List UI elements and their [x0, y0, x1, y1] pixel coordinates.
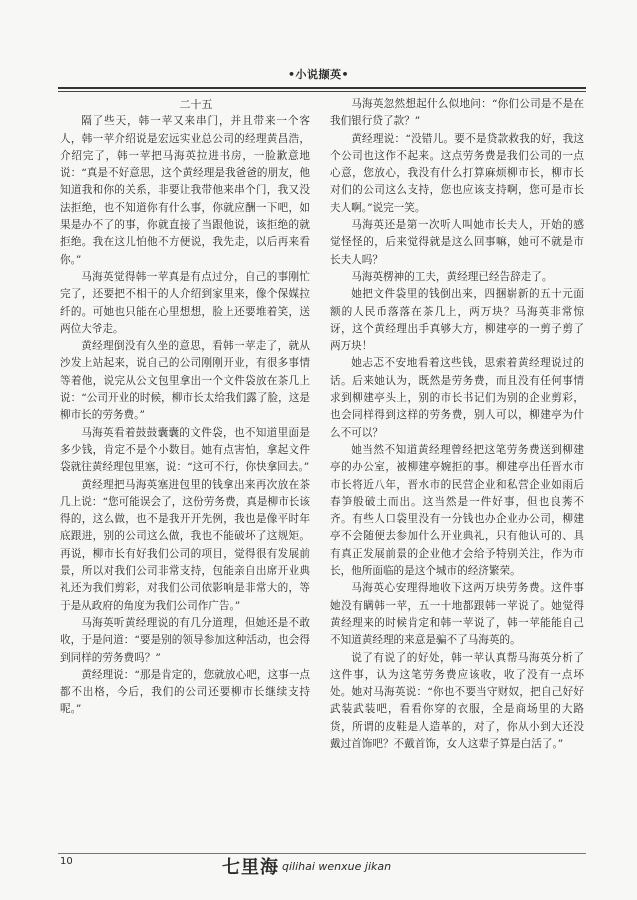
paragraph: 马海英心安理得地收下这两万块劳务费。这件事她没有瞒韩一苹，五一十地都跟韩一苹说了。她觉得黄经理来的时候肯定和韩一苹说了，韩一苹能能自己不知道黄经理的来意是骗不了马海英的。	[330, 582, 584, 647]
paragraph: 她把文件袋里的钱倒出来，四捆崭新的五十元面额的人民币落落在茶几上，两万块？马海英非常惊讶，这个黄经理出手真够大方，柳建亭的一剪子剪了两万块！	[330, 288, 584, 353]
paragraph: 马海英听黄经理说的有几分道理，但她还是不敢收，于是问道：“要是别的领导参加这种活动，也会得到同样的劳务费吗？”	[60, 616, 310, 664]
header-rule-thin	[58, 91, 586, 92]
paragraph: 黄经理把马海英塞进包里的钱拿出来再次放在茶几上说：“您可能误会了，这份劳务费，真是柳市长该得的，这么做，也不是我开开先例，我也是像平时年底跟进，别的公司这么做，我也不能破坏了这规矩。再说，柳市长有好我们公司的项目，觉得很有发展前景，所以对我们公司非常支持，包能亲自出席开业典礼还为我们剪彩，对我们公司依影响是非常大的，等于是从政府的角度为我们公司作广告。”	[60, 478, 310, 612]
paragraph: 黄经理说：“那是肯定的，您就放心吧，这事一点都不出格，今后，我们的公司还要柳市长继续支持呢。”	[60, 668, 310, 716]
footer-rule	[58, 853, 586, 854]
paragraph: 她忐忑不安地看着这些钱，思索着黄经理说过的话。后来她认为，既然是劳务费，而且没有任何事情求到柳建亭头上，别的市长书记们为别的企业剪彩，也会同样得到这样的劳务费，别人可以，柳建亭为什么不可以？	[330, 357, 584, 439]
magazine-brand-logo: 七里海	[222, 857, 279, 878]
paragraph: 马海英楞神的工夫，黄经理已经告辞走了。	[351, 270, 553, 283]
left-column	[60, 96, 310, 719]
page-number: 10	[60, 856, 73, 867]
magazine-section-header: •小说撷英•	[287, 68, 350, 81]
paragraph: 马海英看着鼓鼓囊囊的文件袋，也不知道里面是多少钱，肯定不是个小数目。她有点害怕，拿起文件袋就往黄经理包里塞，说：“这可不行，你快拿回去。”	[60, 426, 310, 474]
header-rule-thick	[58, 87, 586, 89]
magazine-brand-pinyin: qilihai wenxue jikan	[282, 860, 392, 873]
paragraph: 马海英还是第一次听人叫她市长夫人，开始的感觉怪怪的，后来觉得就是这么回事嘛，她可不就是市长夫人吗？	[330, 219, 584, 266]
chapter-number: 二十五	[179, 98, 213, 111]
paragraph: 黄经理说：“没错儿。要不是贷款救我的好，我这个公司也这作不起来。这点劳务费是我们公司的一点心意，您放心，我没有什么打算麻烦柳市长，柳市长对们的公司这么支持，您也应该支持啊，您可是市长夫人啊。”说完一笑。	[330, 132, 584, 214]
paragraph: 说了有说了的好处，韩一苹认真帮马海英分析了这件事，认为这笔劳务费应该收，收了没有一点坏处。她对马海英说：“你也不要当守财奴，把自己好好武装武装吧，看看你穿的衣服，全是商场里的大路货，所谓的皮鞋是人造革的，对了，你从小到大还没戴过首饰吧？不戴首饰，女人这辈子算是白活了。”	[330, 651, 584, 750]
paragraph: 隔了些天，韩一苹又来串门，并且带来一个客人，韩一苹介绍说是宏远实业总公司的经理黄昌浩，介绍完了，韩一苹把马海英拉进书房，一脸歉意地说：“真是不好意思，这个黄经理是我爸爸的朋友，他知道我和你的关系，非要让我带他来串个门，我又没法拒绝，也不知道你有什么事，你就应酬一下吧，如果是办不了的事，你就直接了当跟他说，该拒绝的就拒绝。我在这儿怕他不方便说，我先走，以后再来看你。”	[60, 115, 310, 266]
paragraph: 黄经理倒没有久坐的意思，看韩一苹走了，就从沙发上站起来，说自己的公司刚刚开业，有很多事情等着他，说完从公文包里拿出一个文件袋放在茶几上说：“公司开业的时候，柳市长太给我们露了脸，这是柳市长的劳务费。”	[60, 340, 310, 422]
right-column	[330, 96, 584, 753]
paragraph: 马海英忽然想起什么似地问：“你们公司是不是在我们银行贷了款？”	[330, 98, 584, 128]
paragraph: 马海英觉得韩一苹真是有点过分，自己的事刚忙完了，还要把不相干的人介绍到家里来，像个保媒拉纤的。可她也只能在心里想想，脸上还要堆着笑，送两位大爷走。	[60, 270, 310, 335]
paragraph: 她当然不知道黄经理曾经把这笔劳务费送到柳建亭的办公室，被柳建亭婉拒的事。柳建亭出任晋水市市长将近八年，晋水市的民营企业和私营企业如雨后春笋般破土而出。这当然是一件好事，但也良莠不齐。有些人口袋里没有一分钱也办企业办公司，柳建亭不会随便去参加什么开业典礼，只有他认可的、具有真正发展前景的企业他才会给予特别关注，作为市长，他所面临的是这个城市的经济繁荣。	[330, 443, 584, 578]
